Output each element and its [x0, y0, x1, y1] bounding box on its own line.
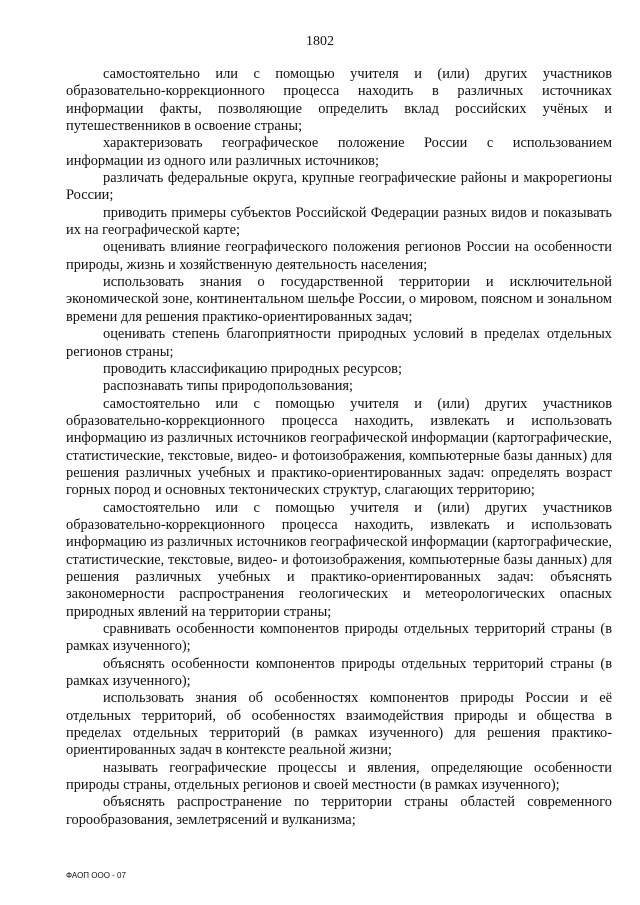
footer-code: ФАОП ООО - 07 [66, 871, 126, 880]
paragraph-7: оценивать степень благоприятности природных условий в пределах отдельных регионов страны; [66, 326, 612, 360]
paragraph-14: использовать знания об особенностях компонентов природы России и её отдельных территорий, об особенностях взаимодействия природы и общества в пределах отдельных территорий (в рамках изученного) для решения практико-ориентированных задач в контексте реальной жизни; [66, 690, 612, 759]
paragraph-15: называть географические процессы и явления, определяющие особенности природы страны, отдельных регионов и своей местности (в рамках изученного); [66, 759, 612, 794]
paragraph-13: объяснять особенности компонентов природы отдельных территорий страны (в рамках изученного); [66, 655, 612, 690]
page-number: 1802 [306, 34, 334, 49]
paragraph-9: распознавать типы природопользования; [103, 378, 354, 395]
paragraph-12: сравнивать особенности компонентов природы отдельных территорий страны (в рамках изученного); [66, 621, 612, 655]
paragraph-16: объяснять распространение по территории страны областей современного горообразования, землетрясений и вулканизма; [66, 794, 612, 828]
paragraph-8: проводить классификацию природных ресурсов; [103, 360, 402, 377]
paragraph-2: характеризовать географическое положение России с использованием информации из одного или различных источников; [66, 135, 612, 169]
paragraph-5: оценивать влияние географического положения регионов России на особенности природы, жизнь и хозяйственную деятельность населения; [66, 239, 612, 273]
paragraph-11: самостоятельно или с помощью учителя и (или) других участников образовательно-коррекционного процесса находить, извлекать и использовать информацию из различных источников географической информации (картографические, статистические, текстовые, видео- и фотоизображения, компьютерные базы данных) для решения различных учебных и практико-ориентированных задач: объяснять закономерности распространения геологических и метеорологических опасных природных явлений на территории страны; [66, 499, 612, 620]
paragraph-1: самостоятельно или с помощью учителя и (или) других участников образовательно-коррекционного процесса находить в различных источниках информации факты, позволяющие определить вклад российских учёных и путешественников в освоение страны; [66, 66, 612, 135]
paragraph-6: использовать знания о государственной территории и исключительной экономической зоне, континентальном шельфе России, о мировом, поясном и зональном времени для решения практико-ориентированных задач; [66, 274, 612, 325]
paragraph-4: приводить примеры субъектов Российской Федерации разных видов и показывать их на географической карте; [66, 204, 612, 239]
body-text [66, 66, 612, 829]
paragraph-10: самостоятельно или с помощью учителя и (или) других участников образовательно-коррекционного процесса находить, извлекать и использовать информацию из различных источников географической информации (картографические, статистические, текстовые, видео- и фотоизображения, компьютерные базы данных) для решения различных учебных и практико-ориентированных задач: определять возраст горных пород и основных тектонических структур, слагающих территорию; [66, 395, 612, 499]
paragraph-3: различать федеральные округа, крупные географические районы и макрорегионы России; [66, 170, 612, 204]
